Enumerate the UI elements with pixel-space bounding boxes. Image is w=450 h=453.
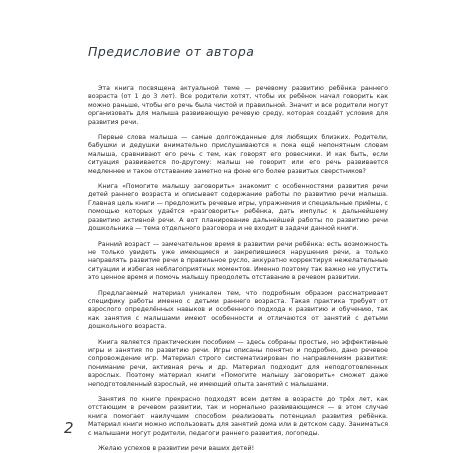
paragraph: Занятия по книге прекрасно подходят всем детям в возрасте до трёх лет, как отстающим в речевом развитии, так и нормально развивающимся — в этом случае книга помогает наилучшим способом реализовать потенциал развития ребёнка. Материал книги можно использовать для занятий дома или в детском саду. Заниматься с малышами могут родители, педагоги раннего развития, логопеды. [88, 396, 388, 437]
paragraph: Первые слова малыша — самые долгожданные для любящих близких. Родители, бабушки и дедушки внимательно прислушиваются к пока ещё непонятным словам малыша, сравнивают его речь с тем, как говорят его ровесники. И как быть, если ситуация развивается по-другому: малыш не говорит или его речь развивается медленнее и такое отставание заметно на фоне его более развитых сверстников? [88, 134, 388, 175]
page-title: Предисловие от автора [88, 44, 255, 59]
page-number: 2 [64, 419, 74, 437]
paragraph: Книга «Помогите малышу заговорить» знакомит с особенностями развития речи детей раннего возраста и описывает содержание работы по развитию речи малыша. Главная цель книги — предложить речевые игры, упражнения и специальные приёмы, с помощью которых удаётся «разговорить» ребёнка, дать импульс к дальнейшему развитию активной речи. А вот планирование дальнейшей работы по развитию речи дошкольника — тема отдельного разговора и не входит в задачи данной книги. [88, 183, 388, 233]
paragraph: Книга является практическим пособием — здесь собраны простые, но эффективные игры и занятия по развитию речи. Игры описаны понятно и подробно, дано речевое сопровождение игр. Материал строго систематизирован по направлениям развития: понимание речи, активная речь и др. Материал подходит для неподготовленных взрослых. Поэтому материал книги «Помогите малышу заговорить» сможет даже неподготовленный взрослый, не имеющий опыта занятий с малышами. [88, 338, 388, 388]
paragraph: Желаю успехов в развитии речи ваших детей! [98, 445, 255, 453]
paragraph: Эта книга посвящена актуальной теме — речевому развитию ребёнка раннего возраста (от 1 до 3 лет). Все родители хотят, чтобы их ребёнок начал говорить как можно раньше, чтобы его речь была чистой и правильной. Значит и все родители могут организовать для малыша развивающую речевую среду, которая создаёт условия для развития речи. [88, 85, 388, 126]
preface-body [88, 85, 388, 453]
paragraph: Предлагаемый материал уникален тем, что подробным образом рассматривает специфику работы именно с детьми раннего возраста. Такая практика требует от взрослого определённых навыков и особенного подхода к развитию и обучению, так как занятия с малышами имеют особенности и отличаются от занятий с детьми дошкольного возраста. [88, 289, 388, 331]
paragraph: Ранний возраст — замечательное время в развитии речи ребёнка: есть возможность не только увидеть уже имеющиеся и закрепившиеся нарушения речи, а только направлять развитие речи в правильное русло, аккуратно корректируя нежелательные ситуации и избегая неблагоприятных моментов. Именно поэтому так важно не упустить это ценное время и помочь малышу преодолеть отставание в речевом развитии. [88, 240, 388, 282]
